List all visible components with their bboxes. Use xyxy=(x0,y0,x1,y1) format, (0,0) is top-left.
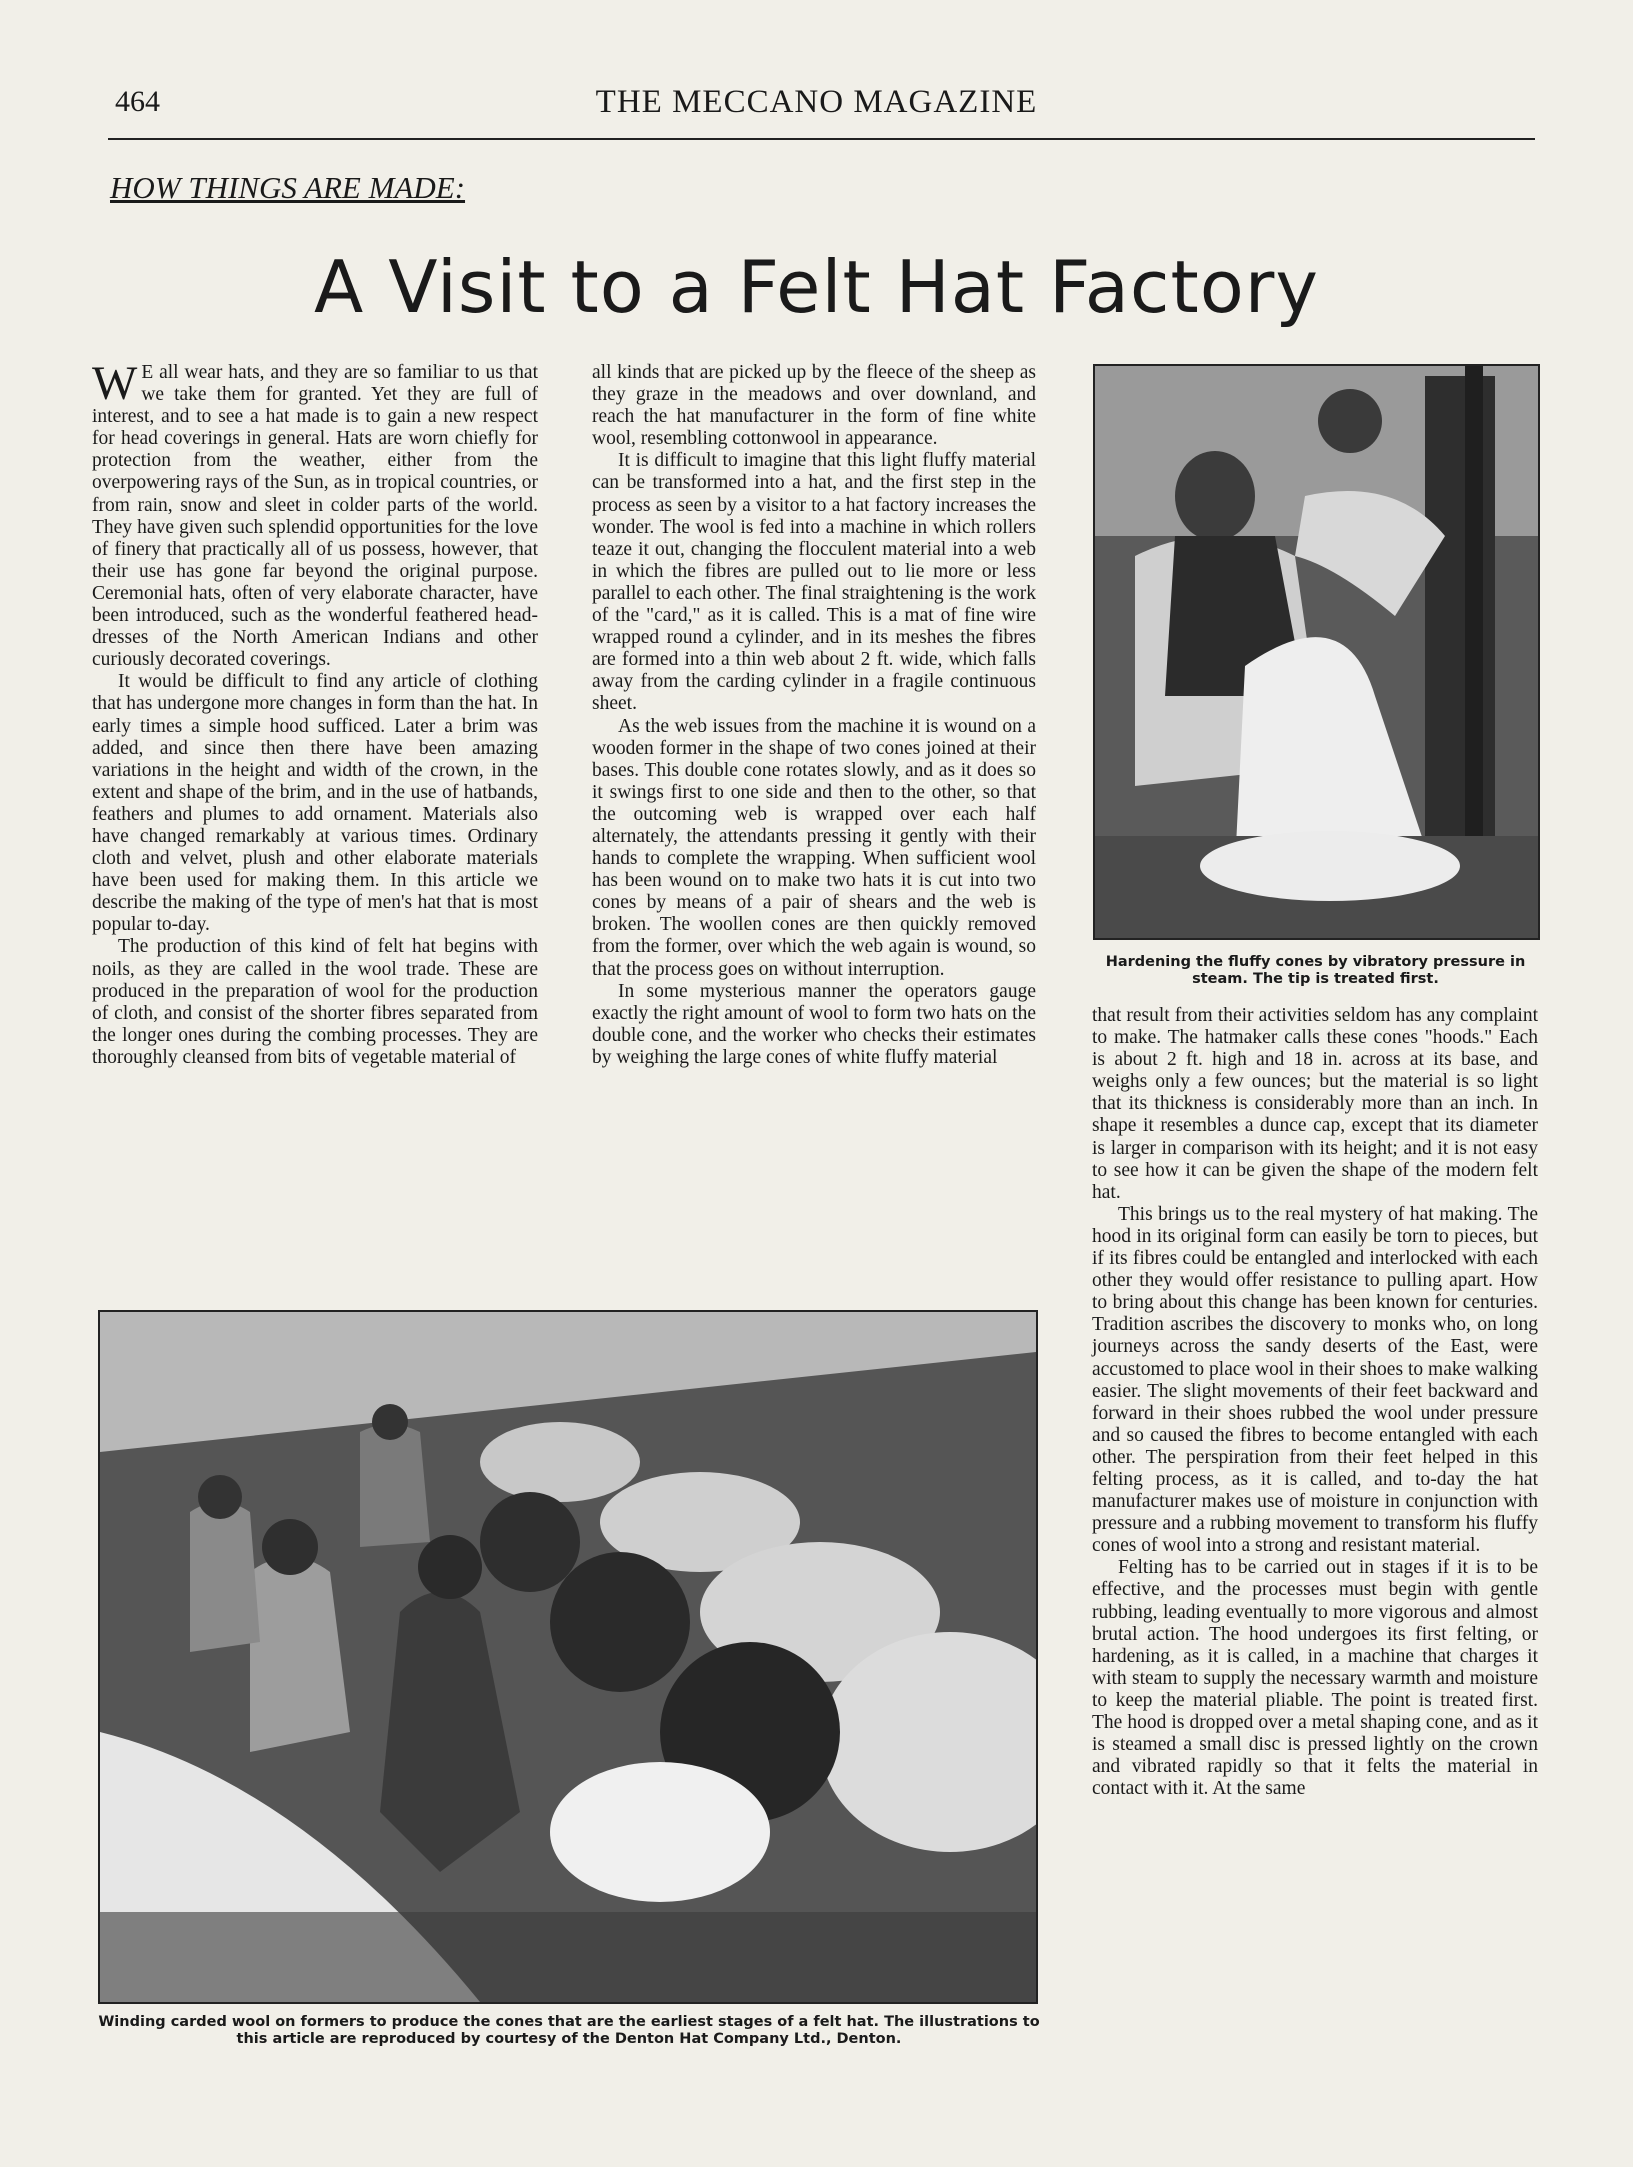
drop-cap: W xyxy=(92,357,138,410)
text-column-2 xyxy=(592,362,1036,1069)
paragraph: W E all wear hats, and they are so familiar to us that we take them for granted. Yet they are full of interest, and to see a hat made is to gain a new respect for head coverings in general. Hats are worn chiefly for protection from the weather, either from the overpowering rays of the Sun, as in tropical countries, or from rain, snow and sleet in colder parts of the world. They have given such splendid opportunities for the love of finery that practically all of us possess, however, that their use has gone far beyond the original purpose. Ceremonial hats, often of very elaborate character, have been introduced, such as the wonderful feathered head-dresses of the North American Indians and other curiously decorated coverings. xyxy=(92,357,538,671)
text-column-1 xyxy=(92,357,538,1069)
paragraph: that result from their activities seldom has any complaint to make. The hatmaker calls these cones "hoods." Each is about 2 ft. high and 18 in. across at its base, and weighs only a few ounces; but the material is so light that its thickness is considerably more than an inch. In shape it resembles a dunce cap, except that its diameter is larger in comparison with its height; and it is not easy to see how it can be given the shape of the modern felt hat. xyxy=(1092,1005,1538,1203)
magazine-title: THE MECCANO MAGAZINE xyxy=(595,84,1038,120)
paragraph: It is difficult to imagine that this light fluffy material can be transformed into a hat, and the first step in the process as seen by a visitor to a hat factory increases the wonder. The wool is fed into a machine in which rollers teaze it out, changing the flocculent material into a web in which the fibres are pulled out to lie more or less parallel to each other. The final straightening is the work of the "card," as it is called. This is a mat of fine wire wrapped round a cylinder, and in its meshes the fibres are formed into a thin web about 2 ft. wide, which falls away from the carding cylinder in a fragile continuous sheet. xyxy=(592,450,1036,715)
series-label: HOW THINGS ARE MADE: xyxy=(110,170,466,205)
photo-illustration xyxy=(1095,366,1538,938)
paragraph: As the web issues from the machine it is wound on a wooden former in the shape of two cones joined at their bases. This double cone rotates slowly, and as it does so it swings first to one side and then to the other, so that the outcoming web is wrapped over each half alternately, the attendants pressing it gently with their hands to complete the wrapping. When sufficient wool has been wound on to make two hats it is cut into two cones by means of a pair of shears and the web is broken. The woollen cones are then quickly removed from the former, over which the web again is wound, so that the process goes on without interruption. xyxy=(592,715,1036,980)
paragraph: The production of this kind of felt hat begins with noils, as they are called in the wool trade. These are produced in the preparation of wool for the production of cloth, and consist of the shorter fibres separated from the longer ones during the combing processes. They are thoroughly cleansed from bits of vegetable material of xyxy=(92,936,538,1068)
header-divider xyxy=(108,138,1535,140)
page-number: 464 xyxy=(115,85,160,118)
paragraph: It would be difficult to find any article of clothing that has undergone more changes in form than the hat. In early times a simple hood sufficed. Later a brim was added, and since then there have been amazing variations in the height and width of the crown, in the extent and shape of the brim, and in the use of hatbands, feathers and plumes to add ornament. Materials also have changed remarkably at various times. Ordinary cloth and velvet, plush and other elaborate materials have been used for making them. In this article we describe the making of the type of men's hat that is most popular to-day. xyxy=(92,671,538,936)
photo-hardening-cones xyxy=(1093,364,1540,940)
paragraph: all kinds that are picked up by the fleece of the sheep as they graze in the meadows and over downland, and reach the hat manufacturer in the form of fine white wool, resembling cottonwool in appearance. xyxy=(592,362,1036,450)
caption-winding: Winding carded wool on formers to produce the cones that are the earliest stages of a felt hat. The illustrations to this article are reproduced by courtesy of the Denton Hat Company Ltd., Denton. xyxy=(98,2014,1040,2047)
article-title: A Visit to a Felt Hat Factory xyxy=(314,245,1319,329)
photo-illustration xyxy=(100,1312,1036,2002)
caption-hardening: Hardening the fluffy cones by vibratory pressure in steam. The tip is treated first. xyxy=(1105,954,1526,987)
photo-winding-wool xyxy=(98,1310,1038,2004)
paragraph: Felting has to be carried out in stages if it is to be effective, and the processes must begin with gentle rubbing, leading eventually to more vigorous and almost brutal action. The hood undergoes its first felting, or hardening, as it is called, in a machine that charges it with steam to supply the necessary warmth and moisture to keep the material pliable. The point is treated first. The hood is dropped over a metal shaping cone, and as it is steamed a small disc is pressed lightly on the crown and vibrated rapidly so that it felts the material in contact with it. At the same xyxy=(1092,1557,1538,1800)
text-column-3 xyxy=(1092,1005,1538,1800)
paragraph: In some mysterious manner the operators gauge exactly the right amount of wool to form two hats on the double cone, and the worker who checks their estimates by weighing the large cones of white fluffy material xyxy=(592,980,1036,1068)
paragraph: This brings us to the real mystery of hat making. The hood in its original form can easily be torn to pieces, but if its fibres could be entangled and interlocked with each other they would offer resistance to pulling apart. How to bring about this change has been known for centuries. Tradition ascribes the discovery to monks who, on long journeys across the sandy deserts of the East, were accustomed to place wool in their shoes to make walking easier. The slight movements of their feet backward and forward in their shoes rubbed the wool under pressure and so caused the fibres to become entangled with each other. The perspiration from their feet helped in this felting process, as it is called, and to-day the hat manufacturer makes use of moisture in conjunction with pressure and a rubbing movement to transform his fluffy cones of wool into a strong and resistant material. xyxy=(1092,1203,1538,1557)
